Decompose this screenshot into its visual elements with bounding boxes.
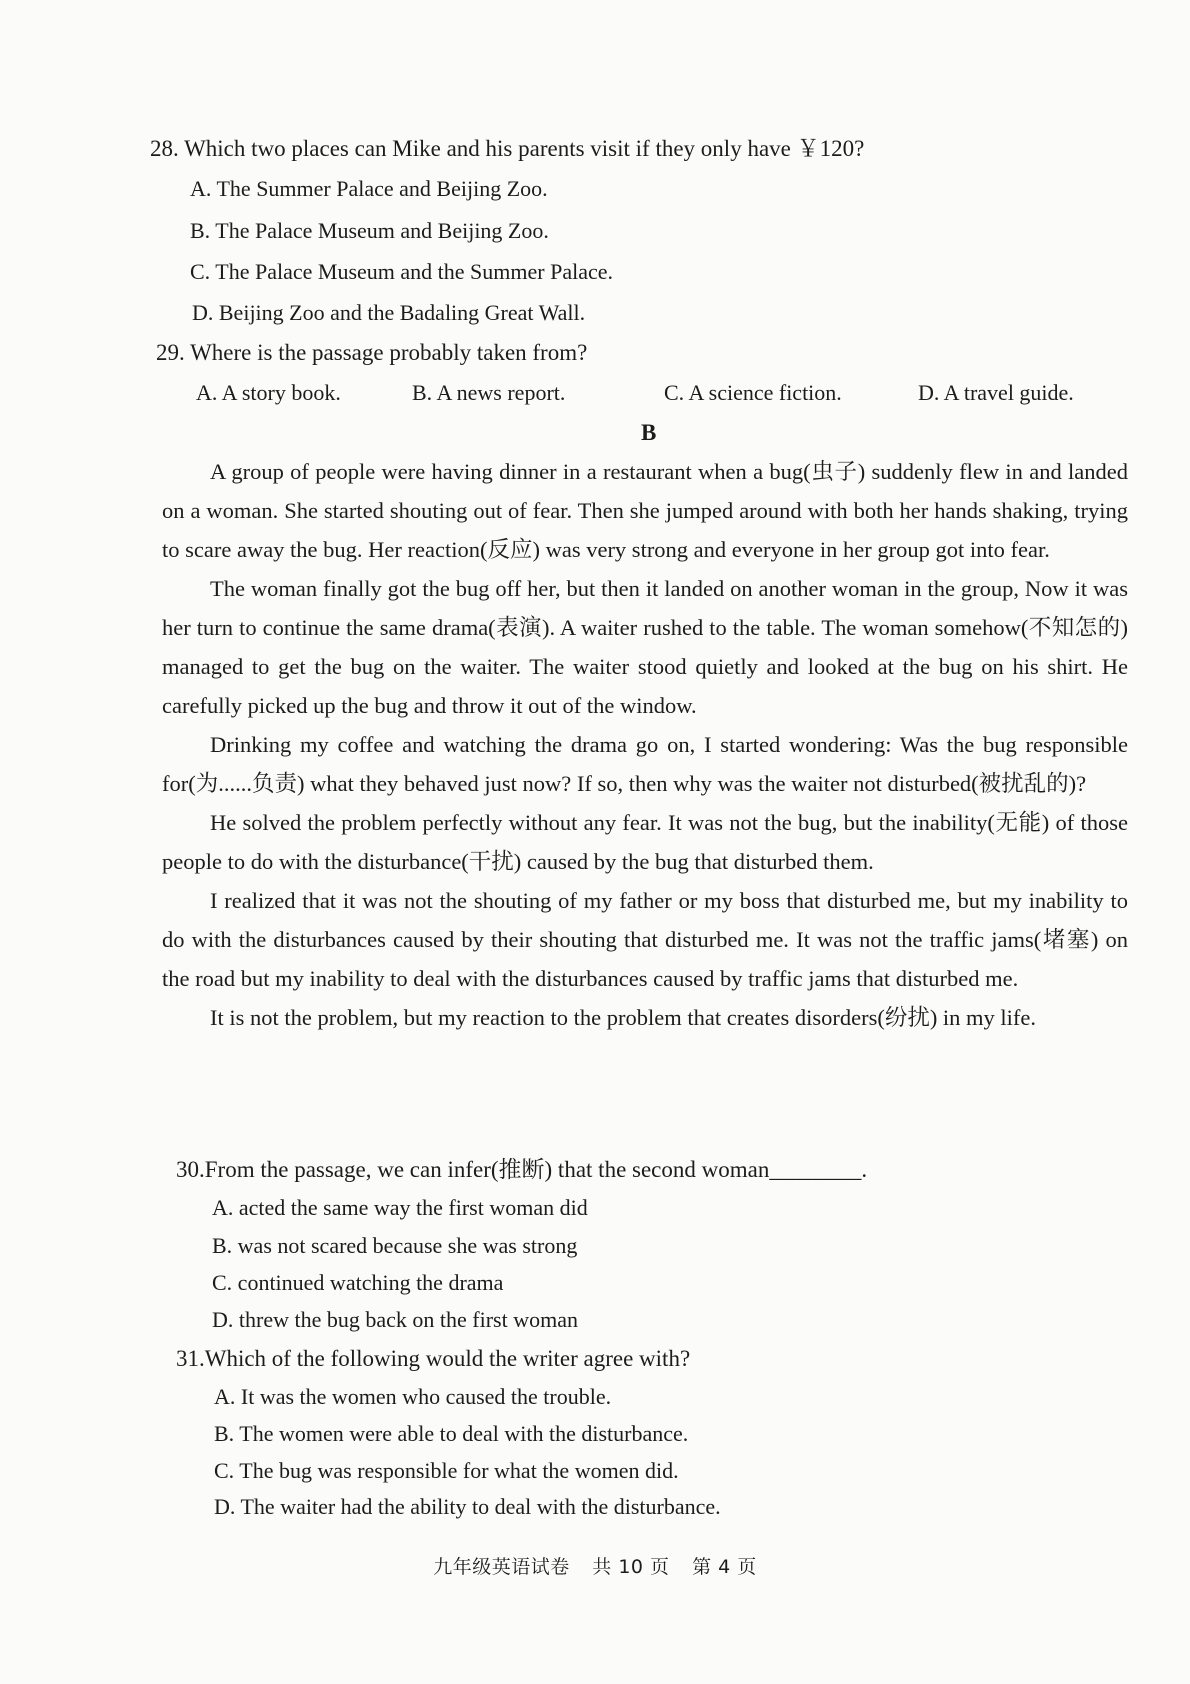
exam-title: 九年级英语试卷 bbox=[433, 1556, 570, 1578]
passage-paragraph: The woman finally got the bug off her, but then it landed on another woman in the group, Now it was her turn to continue the same drama(表演). A waiter rushed to the table. The woman somehow(不知怎的) managed to get the bug on the waiter. The waiter stood quietly and looked at the bug on his shirt. He carefully picked up the bug and throw it out of the window. bbox=[162, 576, 1128, 718]
question-28-option-b: B. The Palace Museum and Beijing Zoo. bbox=[190, 218, 549, 243]
page-total: 共 10 页 bbox=[592, 1556, 670, 1578]
question-31-stem: 31.Which of the following would the writer agree with? bbox=[176, 1346, 691, 1371]
question-30-option-b: B. was not scared because she was strong bbox=[212, 1233, 578, 1258]
question-29-option-b: B. A news report. bbox=[412, 380, 566, 405]
question-29-option-c: C. A science fiction. bbox=[664, 380, 842, 405]
question-29-stem: 29. Where is the passage probably taken from? bbox=[156, 340, 588, 365]
question-31-option-d: D. The waiter had the ability to deal with the disturbance. bbox=[214, 1494, 721, 1519]
question-31-option-a: A. It was the women who caused the trouble. bbox=[214, 1384, 612, 1409]
passage-paragraph: He solved the problem perfectly without any fear. It was not the bug, but the inability(无能) of those people to do with the disturbance(干扰) caused by the bug that disturbed them. bbox=[162, 810, 1128, 874]
passage-paragraph: It is not the problem, but my reaction to the problem that creates disorders(纷扰) in my life. bbox=[210, 1005, 1037, 1030]
question-30-option-d: D. threw the bug back on the first woman bbox=[212, 1307, 578, 1332]
page-footer bbox=[0, 1552, 1190, 1579]
question-29-options bbox=[196, 378, 1096, 412]
question-31-option-b: B. The women were able to deal with the disturbance. bbox=[214, 1421, 689, 1446]
question-28-option-a: A. The Summer Palace and Beijing Zoo. bbox=[190, 176, 548, 201]
passage-paragraph: I realized that it was not the shouting of my father or my boss that disturbed me, but my inability to do with the disturbances caused by their shouting that disturbed me. It was not the traffic jams(堵塞) on the road but my inability to deal with the disturbances caused by traffic jams that disturbed me. bbox=[162, 888, 1128, 991]
question-29-option-a: A. A story book. bbox=[196, 380, 341, 405]
question-28-stem: 28. Which two places can Mike and his parents visit if they only have ￥120? bbox=[150, 136, 865, 161]
question-29-option-d: D. A travel guide. bbox=[918, 380, 1074, 405]
passage-paragraph: Drinking my coffee and watching the drama go on, I started wondering: Was the bug responsible for(为......负责) what they behaved just now? If so, then why was the waiter not disturbed(被扰乱的)? bbox=[162, 732, 1128, 796]
question-30-option-c: C. continued watching the drama bbox=[212, 1270, 504, 1295]
question-30-stem: 30.From the passage, we can infer(推断) that the second woman________. bbox=[176, 1157, 868, 1182]
question-31-option-c: C. The bug was responsible for what the women did. bbox=[214, 1458, 679, 1483]
section-heading: B bbox=[641, 420, 657, 445]
question-30-option-a: A. acted the same way the first woman did bbox=[212, 1195, 588, 1220]
question-28-option-c: C. The Palace Museum and the Summer Palace. bbox=[190, 259, 613, 284]
question-28-option-d: D. Beijing Zoo and the Badaling Great Wall. bbox=[192, 300, 586, 325]
reading-passage bbox=[162, 452, 1128, 1037]
passage-paragraph: A group of people were having dinner in a restaurant when a bug(虫子) suddenly flew in and landed on a woman. She started shouting out of fear. Then she jumped around with both her hands shaking, trying to scare away the bug. Her reaction(反应) was very strong and everyone in her group got into fear. bbox=[162, 459, 1128, 562]
page-number: 第 4 页 bbox=[692, 1556, 757, 1578]
